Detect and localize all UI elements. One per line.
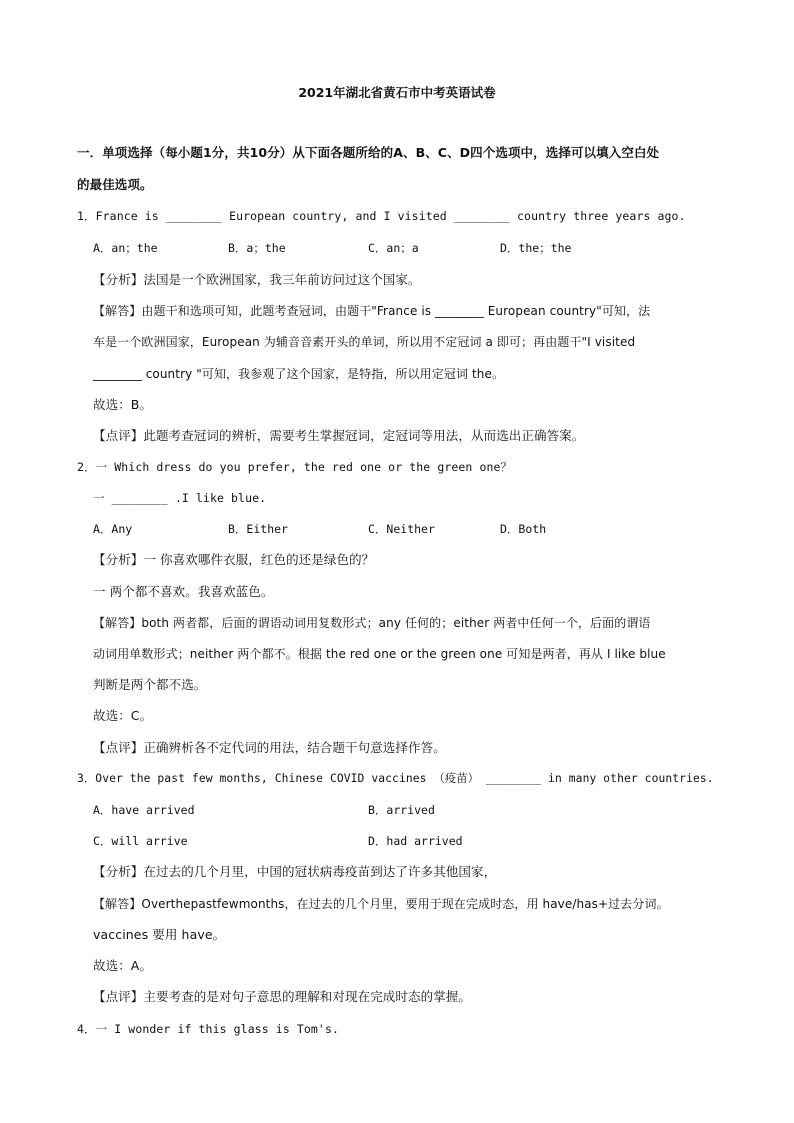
q1-answer-line3: ________ country "可知，我参观了这个国家，是特指，所以用定冠词 the。 [93,367,505,381]
section-heading-line2: 的最佳选项。 [77,177,153,192]
q2-option-c: C．Neither [368,522,435,536]
q1-analysis: 【分析】法国是一个欧洲国家，我三年前访问过这个国家。 [93,272,421,287]
q3-option-d: D．had arrived [368,834,463,848]
q3-comment: 【点评】主要考查的是对句子意思的理解和对现在完成时态的掌握。 [93,989,472,1004]
q1-answer-line1: 【解答】由题干和选项可知，此题考查冠词，由题干"France is ________ European country"可知，法 [93,304,651,318]
q2-analysis-reply: 一 两个都不喜欢。我喜欢蓝色。 [93,584,274,599]
q3-option-c: C．will arrive [93,834,188,848]
q2-stem: 2．一 Which dress do you prefer, the red one or the green one？ [77,460,513,474]
q1-option-d: D．the；the [500,241,572,255]
q3-answer-line2: vaccines 要用 have。 [93,927,226,942]
q4-stem: 4．一 I wonder if this glass is Tom's. [77,1022,340,1036]
q2-stem-reply: 一 ________ .I like blue. [93,491,267,505]
q3-choice: 故选：A。 [93,958,153,973]
q3-analysis: 【分析】在过去的几个月里，中国的冠状病毒疫苗到达了许多其他国家， [93,864,497,879]
q3-stem: 3．Over the past few months, Chinese COVID vaccines （疫苗） ________ in many other countries. [77,772,714,785]
q1-comment: 【点评】此题考查冠词的辨析，需要考生掌握冠词，定冠词等用法，从而选出正确答案。 [93,428,585,443]
q2-option-b: B．Either [228,522,288,536]
page-title: 2021年湖北省黄石市中考英语试卷 [298,85,496,100]
q1-choice: 故选：B。 [93,397,153,412]
q2-option-d: D．Both [500,522,547,536]
q2-answer-line3: 判断是两个都不选。 [93,677,207,692]
q3-option-a: A．have arrived [93,803,195,817]
q1-answer-line2: 车是一个欧洲国家，European 为辅音音素开头的单词，所以用不定冠词 a 即可；再由题干"I visited [93,335,636,349]
q2-answer-line1: 【解答】both 两者都，后面的谓语动词用复数形式；any 任何的；either 两者中任何一个，后面的谓语 [93,616,651,630]
q1-option-b: B．a；the [228,241,286,255]
q1-option-a: A．an；the [93,241,158,255]
q3-option-b: B．arrived [368,803,435,817]
q2-answer-line2: 动词用单数形式；neither 两个都不。根据 the red one or the green one 可知是两者，再从 I like blue [93,647,666,661]
q1-option-c: C．an；a [368,241,419,255]
q2-comment: 【点评】正确辨析各不定代词的用法，结合题干句意选择作答。 [93,740,446,755]
q2-analysis: 【分析】一 你喜欢哪件衣服，红色的还是绿色的？ [93,552,375,567]
q2-choice: 故选：C。 [93,708,153,723]
q3-answer-line1: 【解答】Overthepastfewmonths，在过去的几个月里，要用于现在完成时态，用 have/has+过去分词。 [93,897,669,911]
section-heading-line1: 一．单项选择（每小题1分，共10分）从下面各题所给的A、B、C、D四个选项中，选择可以填入空白处 [77,145,660,160]
q2-option-a: A．Any [93,522,133,536]
q1-stem: 1．France is ________ European country, and I visited ________ country three years ago. [77,209,686,223]
